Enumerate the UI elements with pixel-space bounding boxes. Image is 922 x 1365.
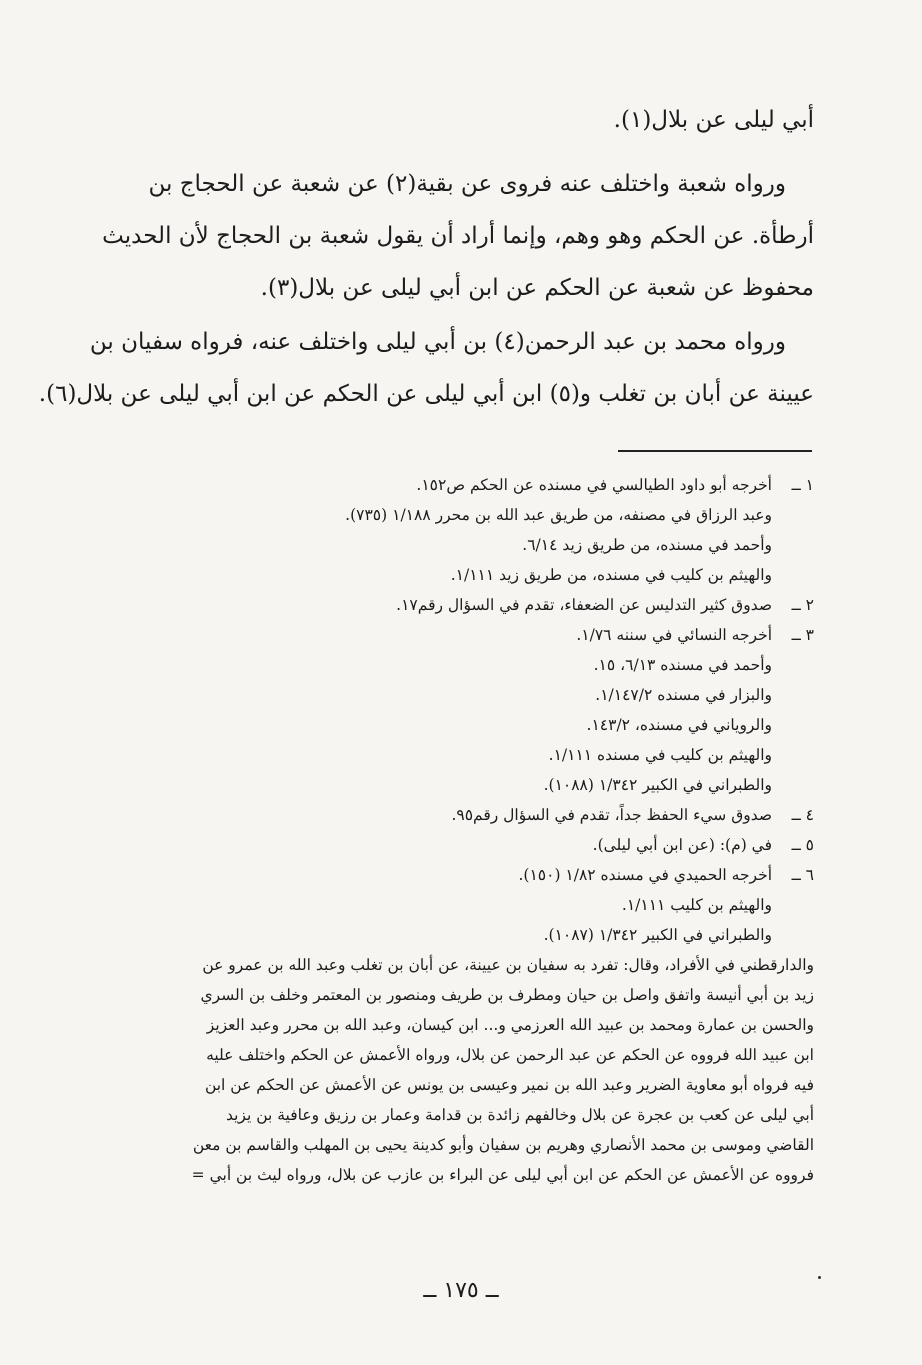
footnote-separator <box>618 450 812 452</box>
footnote-block-line: والحسن بن عمارة ومحمد بن عبيد الله العرزمي و... ابن كيسان، وعبد الله بن محرر وعبد العزيز <box>206 1016 814 1034</box>
footnote-6 <box>108 860 814 890</box>
footnote-text: أخرجه الحميدي في مسنده ١/٨٢ (١٥٠). <box>518 866 772 884</box>
footnote-block-line: والدارقطني في الأفراد، وقال: تفرد به سفيان بن عيينة، عن أبان بن تغلب وعبد الله بن عمرو عن <box>202 956 814 974</box>
footnote-1 <box>108 470 814 500</box>
footnote-number: ٢ ــ <box>791 596 814 614</box>
footnote-number: ٦ ــ <box>791 866 814 884</box>
main-paragraph-1 <box>102 158 814 314</box>
page-number: ــ ١٧٥ ــ <box>423 1278 499 1303</box>
footnote-line: والطبراني في الكبير ١/٣٤٢ (١٠٨٧). <box>543 926 772 944</box>
footnote-number: ٥ ــ <box>791 836 814 854</box>
scan-speck <box>818 1276 821 1279</box>
footnote-block-line: زيد بن أبي أنيسة واتفق واصل بن حيان ومطرف بن طريف ومنصور بن المعتمر وخلف بن السري <box>200 986 814 1004</box>
footnote-block-line: أبي ليلى عن كعب بن عجرة عن بلال وخالفهم زائدة بن قدامة وعمار بن رزيق وعافية بن يزيد <box>225 1106 814 1124</box>
main-line: عيينة عن أبان بن تغلب و(٥) ابن أبي ليلى عن الحكم عن ابن أبي ليلى عن بلال(٦). <box>38 381 814 407</box>
footnote-text: في (م): (عن ابن أبي ليلى). <box>592 836 772 854</box>
footnote-line: والهيثم بن كليب ١/١١١. <box>621 896 772 914</box>
footnote-block-line: فرووه عن الأعمش عن الحكم عن ابن أبي ليلى عن البراء بن عازب عن بلال، ورواه ليث بن أبي = <box>191 1166 814 1184</box>
footnote-line: وأحمد في مسنده، من طريق زيد ٦/١٤. <box>522 536 772 554</box>
footnote-block-line: ابن عبيد الله فرووه عن الحكم عن عبد الرحمن عن بلال، ورواه الأعمش عن الحكم واختلف عليه <box>206 1046 814 1064</box>
main-line: أبي ليلى عن بلال(١). <box>613 107 814 133</box>
footnote-line: والبزار في مسنده ١/١٤٧/٢. <box>595 686 772 704</box>
footnote-line: والطبراني في الكبير ١/٣٤٢ (١٠٨٨). <box>543 776 772 794</box>
footnote-line: وأحمد في مسنده ٦/١٣، ١٥. <box>593 656 772 674</box>
footnote-line: وعبد الرزاق في مصنفه، من طريق عبد الله بن محرر ١/١٨٨ (٧٣٥). <box>345 506 772 524</box>
footnotes <box>108 470 814 1190</box>
main-line: محفوظ عن شعبة عن الحكم عن ابن أبي ليلى عن بلال(٣). <box>260 275 814 301</box>
main-line: ورواه محمد بن عبد الرحمن(٤) بن أبي ليلى واختلف عنه، فرواه سفيان بن <box>89 329 786 355</box>
footnote-3 <box>108 620 814 650</box>
main-line: ورواه شعبة واختلف عنه فروى عن بقية(٢) عن شعبة عن الحجاج بن <box>148 171 786 197</box>
footnote-text: أخرجه النسائي في سننه ١/٧٦. <box>576 626 772 644</box>
footnote-number: ١ ــ <box>791 476 814 494</box>
footnote-line: والروياني في مسنده، ١٤٣/٢. <box>586 716 772 734</box>
main-line: أرطأة. عن الحكم وهو وهم، وإنما أراد أن يقول شعبة بن الحجاج لأن الحديث <box>102 223 814 249</box>
footnote-4 <box>108 800 814 830</box>
main-paragraph-2 <box>38 316 814 420</box>
footnote-text: صدوق سيء الحفظ جداً، تقدم في السؤال رقم٩٥. <box>451 806 772 824</box>
footnote-block-line: القاضي وموسى بن محمد الأنصاري وهريم بن سفيان وأبو كدينة يحيى بن المهلب والقاسم بن معن <box>192 1136 814 1154</box>
footnote-5 <box>108 830 814 860</box>
footnote-text: أخرجه أبو داود الطيالسي في مسنده عن الحكم ص١٥٢. <box>416 476 772 494</box>
footnote-text: صدوق كثير التدليس عن الضعفاء، تقدم في السؤال رقم١٧. <box>396 596 772 614</box>
main-paragraph-0 <box>108 94 814 146</box>
footnote-line: والهيثم بن كليب في مسنده، من طريق زيد ١/١١١. <box>450 566 772 584</box>
footnote-block-line: فيه فرواه أبو معاوية الضرير وعبد الله بن نمير وعيسى بن يونس عن الأعمش عن الحكم عن ابن <box>204 1076 814 1094</box>
footnote-number: ٤ ــ <box>791 806 814 824</box>
footnote-2 <box>108 590 814 620</box>
footnote-line: والهيثم بن كليب في مسنده ١/١١١. <box>548 746 772 764</box>
footnote-number: ٣ ــ <box>791 626 814 644</box>
